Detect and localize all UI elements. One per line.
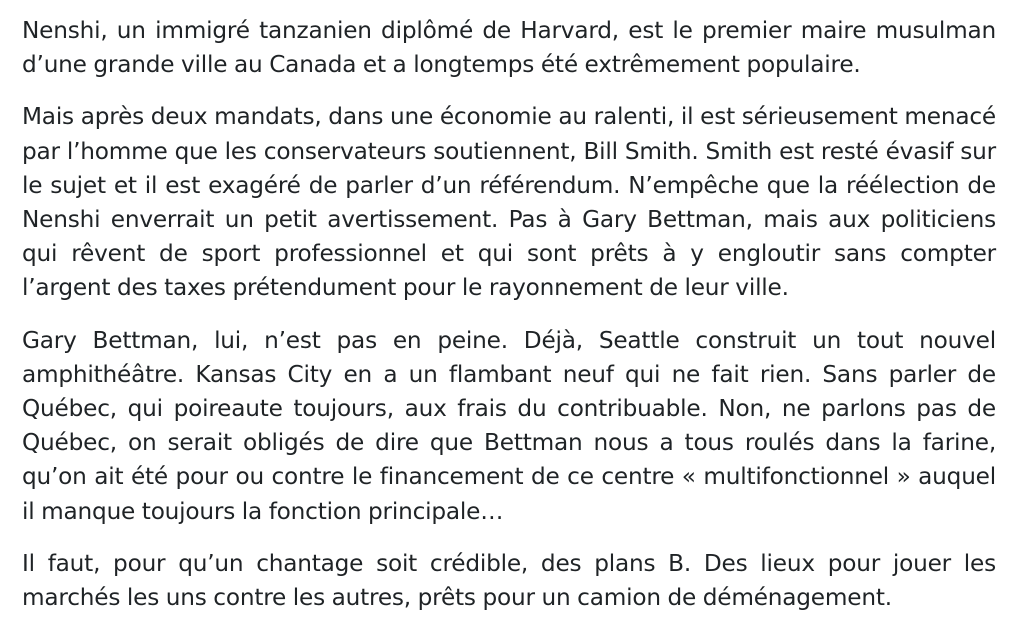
article-paragraph-4: Il faut, pour qu’un chantage soit crédible, des plans B. Des lieux pour jouer les marchés les uns contre les autres, prêts pour un camion de déménagement. — [22, 549, 996, 612]
article-paragraph-1: Nenshi, un immigré tanzanien diplômé de Harvard, est le premier maire musulman d’une grande ville au Canada et a longtemps été extrêmement populaire. — [22, 17, 996, 79]
article-paragraph-3: Gary Bettman, lui, n’est pas en peine. Déjà, Seattle construit un tout nouvel amphithéâtre. Kansas City en a un flambant neuf qui ne fait rien. Sans parler de Québec, qui poireaute toujours, aux frais du contribuable. Non, ne parlons pas de Québec, on serait obligés de dire que Bettman nous a tous roulés dans la farine, qu’on ait été pour ou contre le financement de ce centre « multifonctionnel » auquel il manque toujours la fonction principale… — [22, 326, 996, 525]
article-paragraph-2: Mais après deux mandats, dans une économie au ralenti, il est sérieusement menacé par l’homme que les conservateurs soutiennent, Bill Smith. Smith est resté évasif sur le sujet et il est exagéré de parler d’un référendum. N’empêche que la réélection de Nenshi enverrait un petit avertissement. Pas à Gary Bettman, mais aux politiciens qui rêvent de sport professionnel et qui sont prêts à y engloutir sans compter l’argent des taxes prétendument pour le rayonnement de leur ville. — [22, 103, 996, 302]
